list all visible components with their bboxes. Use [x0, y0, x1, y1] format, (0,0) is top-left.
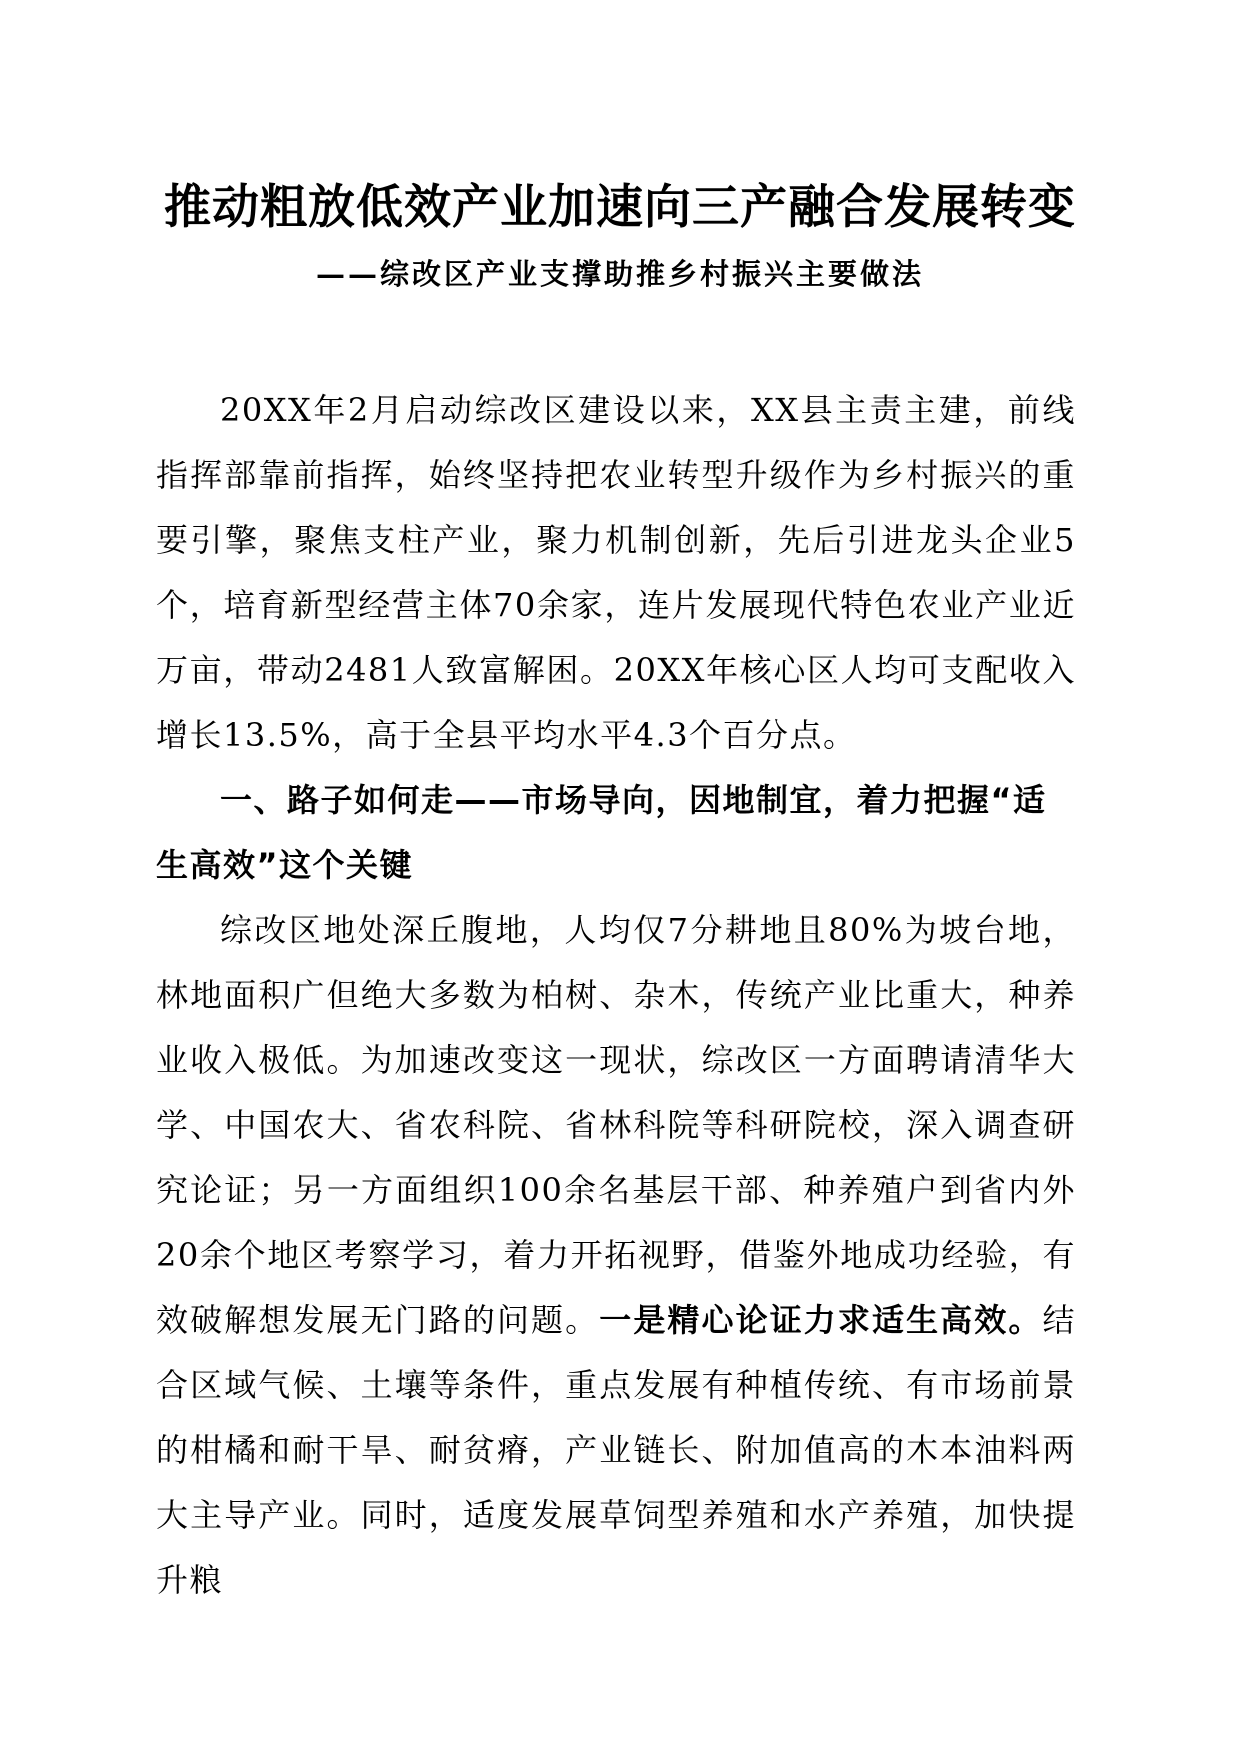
section-1-paragraph	[156, 898, 1076, 1613]
intro-paragraph: 20XX年2月启动综改区建设以来，XX县主责主建，前线指挥部靠前指挥，始终坚持把农业转型升级作为乡村振兴的重要引擎，聚焦支柱产业，聚力机制创新，先后引进龙头企业5个，培育新型经营主体70余家，连片发展现代特色农业产业近万亩，带动2481人致富解困。20XX年核心区人均可支配收入增长13.5%，高于全县平均水平4.3个百分点。	[156, 391, 1076, 754]
document-title: 推动粗放低效产业加速向三产融合发展转变	[164, 180, 1076, 235]
document-subtitle: ——综改区产业支撑助推乡村振兴主要做法	[315, 257, 924, 291]
document-body	[156, 378, 1076, 1613]
section-1-text-start: 综改区地处深丘腹地，人均仅7分耕地且80%为坡台地，林地面积广但绝大多数为柏树、杂木，传统产业比重大，种养业收入极低。为加速改变这一现状，综改区一方面聘请清华大学、中国农大、省农科院、省林科院等科研院校，深入调查研究论证；另一方面组织100余名基层干部、种养殖户到省内外20余个地区考察学习，着力开拓视野，借鉴外地成功经验，有效破解想发展无门路的问题。	[156, 911, 1076, 1339]
section-1-heading: 一、路子如何走——市场导向，因地制宜，着力把握“适生高效”这个关键	[156, 781, 1047, 884]
section-1-text-end: 结合区域气候、土壤等条件，重点发展有种植传统、有市场前景的柑橘和耐干旱、耐贫瘠，产业链长、附加值高的木本油料两大主导产业。同时，适度发展草饲型养殖和水产养殖，加快提升粮	[156, 1301, 1076, 1599]
section-1-bold-lead: 一是精心论证力求适生高效。	[599, 1301, 1043, 1339]
